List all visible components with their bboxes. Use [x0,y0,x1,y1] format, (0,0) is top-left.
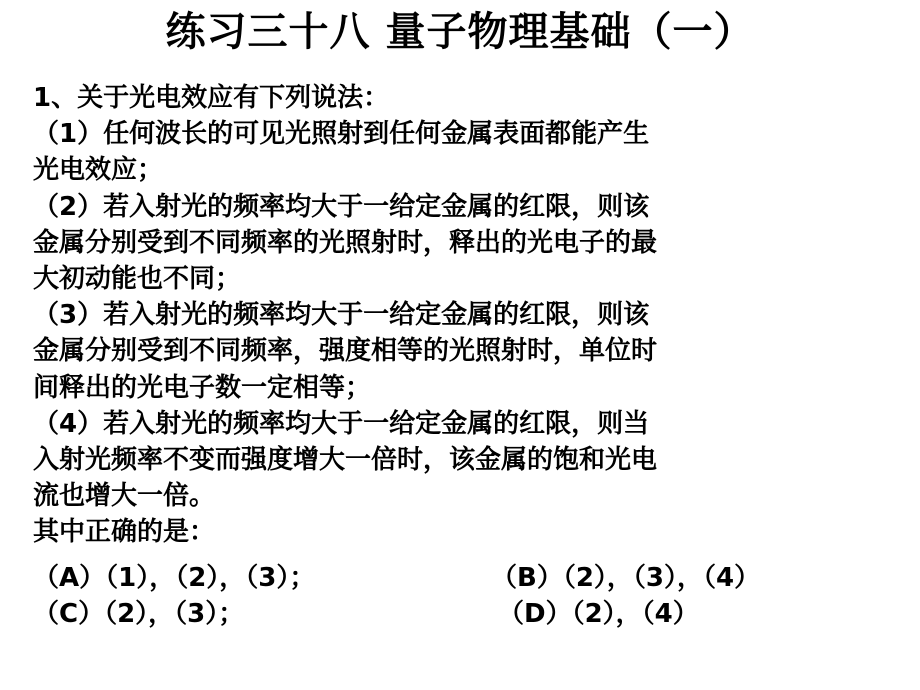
option-b[interactable]: （B）（2），（3），（4） [491,563,761,593]
options-row-2 [33,596,913,632]
question-body [33,80,903,551]
statement-2-line-2: 金属分别受到不同频率的光照射时，释出的光电子的最 [33,227,658,258]
option-d[interactable]: （D）（2），（4） [498,599,699,629]
slide-title: 练习三十八 量子物理基础（一） [165,9,755,55]
statement-4-line-2: 入射光频率不变而强度增大一倍时，该金属的饱和光电 [33,445,658,476]
statement-3-line-2: 金属分别受到不同频率，强度相等的光照射时，单位时 [33,336,658,367]
statement-4-line-1: （4）若入射光的频率均大于一给定金属的红限，则当 [33,408,650,439]
statement-3-line-3: 间释出的光电子数一定相等； [33,372,372,403]
option-c[interactable]: （C）（2），（3）； [33,599,245,629]
statement-3-line-1: （3）若入射光的频率均大于一给定金属的红限，则该 [33,300,650,331]
answer-prompt: 其中正确的是： [33,517,216,548]
answer-options [33,560,913,632]
question-stem: 1、关于光电效应有下列说法： [33,83,390,113]
option-a[interactable]: （A）（1），（2），（3）； [33,563,316,593]
statement-2-line-1: （2）若入射光的频率均大于一给定金属的红限，则该 [33,191,650,222]
statement-1-line-2: 光电效应； [33,155,164,186]
statement-2-line-3: 大初动能也不同； [33,264,242,295]
statement-4-line-3: 流也增大一倍。 [33,481,216,512]
options-row-1 [33,560,913,596]
statement-1-line-1: （1）任何波长的可见光照射到任何金属表面都能产生 [33,119,650,150]
